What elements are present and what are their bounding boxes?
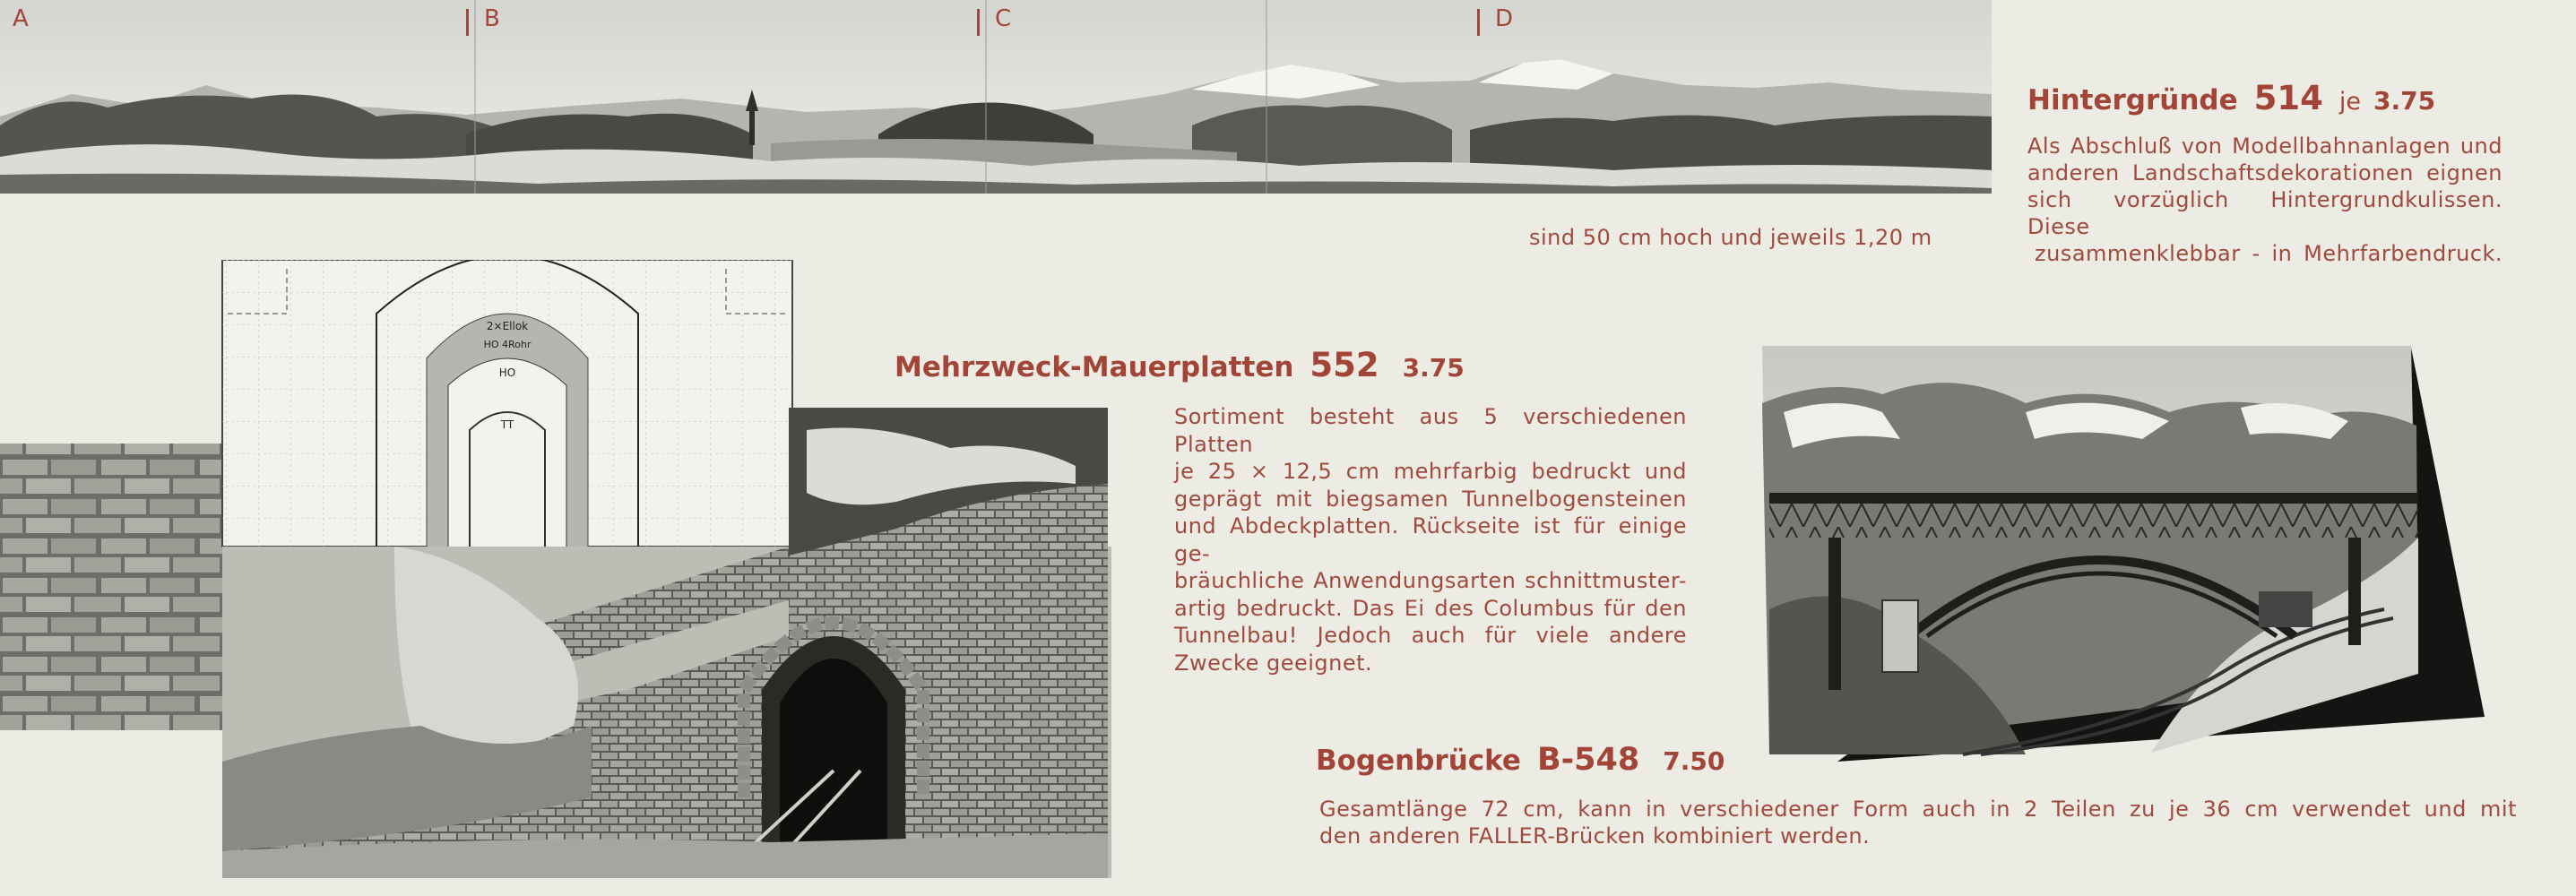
text-line: Sortiment besteht aus 5 verschiedenen Platten [1174, 404, 1687, 457]
diagram-label: TT [500, 418, 514, 431]
panel-label-d: D [1495, 5, 1515, 32]
product-name: Hintergründe [2027, 84, 2238, 116]
price: 3.75 [2373, 86, 2436, 116]
text-line: Als Abschluß von Modellbahnanlagen und [2027, 134, 2503, 159]
text-line: Zwecke geeignet. [1174, 650, 1373, 676]
price: 3.75 [1402, 353, 1465, 383]
panel-label-a: A [13, 5, 30, 32]
hintergruende-description [2027, 133, 2503, 267]
text-line: artig bedruckt. Das Ei des Columbus für den [1174, 595, 1687, 621]
text-line: sich vorzüglich Hintergrundkulissen. Diese [2027, 187, 2503, 239]
diagram-label: 2×Ellok [486, 320, 529, 332]
product-name: Bogenbrücke [1316, 745, 1521, 777]
text-line: den anderen FALLER-Brücken kombiniert werden. [1319, 823, 1871, 849]
mauerplatten-description [1174, 403, 1687, 676]
hintergruende-heading [2027, 79, 2435, 117]
panel-label-b: B [484, 5, 501, 32]
product-number: B-548 [1536, 742, 1640, 778]
price: 7.50 [1663, 746, 1725, 776]
diagram-label: HO [498, 366, 516, 379]
panel-label-c: C [995, 5, 1013, 32]
product-name: Mehrzweck-Mauerplatten [895, 351, 1294, 383]
text-line: zusammenklebbar - in Mehrfarbendruck. [2035, 241, 2503, 266]
price-prefix: je [2338, 88, 2361, 116]
mauerplatten-heading [895, 346, 1465, 384]
panorama-background-image [0, 0, 1992, 194]
text-line: anderen Landschaftsdekorationen eignen [2027, 160, 2503, 185]
product-number: 514 [2253, 79, 2323, 117]
text-line: je 25 ⨯ 12,5 cm mehrfarbig bedruckt und [1174, 459, 1687, 484]
hintergruende-size-line: sind 50 cm hoch und jeweils 1,20 m [1529, 225, 1932, 250]
bogenbruecke-heading [1316, 742, 1725, 778]
product-number: 552 [1310, 346, 1379, 384]
text-line: bräuchliche Anwendungsarten schnittmuster- [1174, 568, 1687, 593]
diagram-label: HO 4Rohr [483, 339, 532, 350]
text-line: Tunnelbau! Jedoch auch für viele andere [1174, 623, 1687, 648]
bogenbruecke-photo [1757, 340, 2492, 762]
text-line: Gesamtlänge 72 cm, kann in verschiedener Form auch in 2 Teilen zu je 36 cm verwendet und mit [1319, 797, 2517, 822]
bogenbruecke-description [1319, 796, 2517, 849]
text-line: und Abdeckplatten. Rückseite ist für einige ge- [1174, 513, 1687, 566]
text-line: geprägt mit biegsamen Tunnelbogensteinen [1174, 486, 1687, 512]
